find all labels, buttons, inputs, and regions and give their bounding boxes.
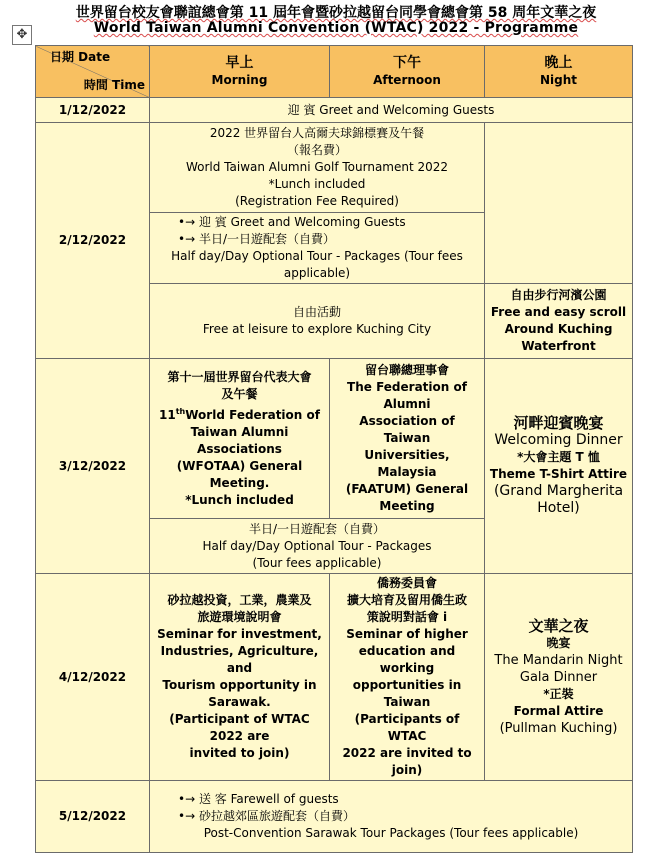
programme-table xyxy=(35,45,633,853)
day2-bullet-tour-zh: •→ 半日/一日遊配套（自費） xyxy=(154,231,480,248)
date-time-header-cell xyxy=(36,46,150,98)
day3-tour-cell xyxy=(150,519,485,574)
day5-event-cell xyxy=(150,781,633,853)
day4-night-cell xyxy=(485,574,633,781)
day3-pm-en5: Meeting xyxy=(379,499,435,513)
day2-night-en2: Around Kuching xyxy=(504,322,613,336)
day4-night-zh2: 晚宴 xyxy=(546,635,571,650)
day3-night-zh: 河畔迎賓晚宴 xyxy=(513,414,604,432)
day4-night-en1: The Mandarin Night xyxy=(494,652,623,668)
day2-golf-lunch: *Lunch included xyxy=(268,177,366,191)
row-day-4 xyxy=(36,574,633,781)
day2-night-cell xyxy=(485,284,633,359)
day4-afternoon-cell xyxy=(330,574,485,781)
row-day-5 xyxy=(36,781,633,853)
day4-night-zh3: *正裝 xyxy=(543,686,574,701)
day2-bullet-greet: •→ 迎 賓 Greet and Welcoming Guests xyxy=(154,214,480,231)
day3-am-zh1: 第十一屆世界留台代表大會 xyxy=(167,369,312,384)
morning-header-zh: 早上 xyxy=(225,54,254,71)
date-cell-day-3: 3/12/2022 xyxy=(36,359,150,574)
table-move-handle-icon[interactable]: ✥ xyxy=(12,25,32,45)
day2-leisure-cell xyxy=(150,284,485,359)
time-header-label: 時間 Time xyxy=(83,78,145,92)
day4-am-en5: (Participant of WTAC 2022 are xyxy=(169,712,310,743)
day4-pm-zh3: 策說明對話會 i xyxy=(366,610,448,624)
afternoon-header-en: Afternoon xyxy=(373,72,441,87)
day4-am-en1: Seminar for investment, xyxy=(157,627,322,641)
day4-pm-en5: 2022 are invited to join) xyxy=(342,746,472,777)
day2-tour-en: Half day/Day Optional Tour - Packages (Tour fees applicable) xyxy=(171,249,463,280)
day4-night-zh1: 文華之夜 xyxy=(528,616,589,635)
day4-am-en4: Sarawak. xyxy=(208,695,271,709)
day3-am-zh2: 及午餐 xyxy=(221,386,258,401)
row-day-2-golf xyxy=(36,123,633,213)
day3-night-en2: Theme T-Shirt Attire xyxy=(489,467,628,481)
date-cell-day-1: 1/12/2022 xyxy=(36,98,150,123)
day3-night-zh2: *大會主題 T 恤 xyxy=(517,450,600,464)
day2-golf-en: World Taiwan Alumni Golf Tournament 2022 xyxy=(185,160,449,174)
day5-tour-en: Post-Convention Sarawak Tour Packages (Tour fees applicable) xyxy=(203,826,579,840)
header-row xyxy=(36,46,633,98)
day3-night-en4: Hotel) xyxy=(537,500,580,516)
day2-golf-fee: (Registration Fee Required) xyxy=(235,194,399,208)
day2-night-en3: Waterfront xyxy=(521,339,596,353)
day1-event-cell: 迎 賓 Greet and Welcoming Guests xyxy=(150,98,633,123)
day3-am-en3: (WFOTAA) General Meeting. xyxy=(176,458,303,490)
day4-morning-cell xyxy=(150,574,330,781)
day2-golf-reg-zh: （報名費） xyxy=(286,143,347,157)
day4-pm-en4: (Participants of WTAC xyxy=(354,712,460,743)
date-cell-day-2: 2/12/2022 xyxy=(36,123,150,359)
day4-am-en3: Tourism opportunity in xyxy=(162,678,317,692)
date-header-label: 日期 Date xyxy=(50,50,111,64)
day3-pm-en4: (FAATUM) General xyxy=(345,482,469,496)
day3-morning-cell xyxy=(150,359,330,519)
day2-golf-zh: 2022 世界留台人高爾夫球錦標賽及午餐 xyxy=(209,126,425,140)
day2-night-empty-cell xyxy=(485,123,633,284)
day4-am-zh2: 旅遊環境說明會 xyxy=(197,610,282,624)
day3-pm-en3: Universities, Malaysia xyxy=(364,448,450,479)
day3-pm-zh: 留台聯總理事會 xyxy=(364,363,449,377)
day4-pm-zh2: 擴大培育及留用僑生政 xyxy=(346,593,467,607)
day2-leisure-zh: 自由活動 xyxy=(292,305,341,319)
date-cell-day-4: 4/12/2022 xyxy=(36,574,150,781)
day2-golf-cell xyxy=(150,123,485,213)
day4-pm-en2: education and working xyxy=(358,644,456,675)
day4-am-zh1: 砂拉越投資，工業，農業及 xyxy=(167,593,312,607)
day4-pm-en3: opportunities in Taiwan xyxy=(352,678,462,709)
day3-pm-en2: Association of Taiwan xyxy=(359,414,455,445)
day4-night-en4: (Pullman Kuching) xyxy=(499,720,618,736)
day4-am-en6: invited to join) xyxy=(189,746,290,760)
day2-welcome-cell xyxy=(150,213,485,284)
day3-tour-en1: Half day/Day Optional Tour - Packages xyxy=(202,538,432,553)
title-english: World Taiwan Alumni Convention (WTAC) 2022 - Programme xyxy=(93,20,579,36)
date-cell-day-5: 5/12/2022 xyxy=(36,781,150,853)
night-header xyxy=(485,46,633,98)
day4-am-en2: Industries, Agriculture, and xyxy=(160,644,319,675)
title-chinese: 世界留台校友會聯誼總會第 11 屆年會暨砂拉越留台同學會總會第 58 周年文華之夜 xyxy=(75,5,597,21)
day3-tour-en2: (Tour fees applicable) xyxy=(252,555,382,570)
night-header-zh: 晚上 xyxy=(544,54,573,71)
day3-night-en3: (Grand Margherita xyxy=(493,483,624,499)
day2-night-en1: Free and easy scroll xyxy=(490,305,627,319)
day3-am-en2: Taiwan Alumni Associations xyxy=(190,424,289,456)
day4-night-en3: Formal Attire xyxy=(513,703,604,718)
day5-bullet-farewell: •→ 送 客 Farewell of guests xyxy=(154,791,628,808)
afternoon-header xyxy=(330,46,485,98)
day2-leisure-en: Free at leisure to explore Kuching City xyxy=(202,322,432,336)
day3-night-en1: Welcoming Dinner xyxy=(494,432,623,448)
day4-pm-en1: Seminar of higher xyxy=(346,627,468,641)
morning-header-en: Morning xyxy=(211,72,268,87)
day4-pm-zh1: 僑務委員會 xyxy=(376,576,437,590)
day3-night-cell xyxy=(485,359,633,574)
row-day-3-meetings xyxy=(36,359,633,519)
row-day-1 xyxy=(36,98,633,123)
morning-header xyxy=(150,46,330,98)
day5-bullet-tour-zh: •→ 砂拉越郊區旅遊配套（自費） xyxy=(154,808,628,825)
day3-pm-en1: The Federation of Alumni xyxy=(347,380,467,411)
afternoon-header-zh: 下午 xyxy=(393,54,421,71)
day3-tour-zh: 半日/一日遊配套（自費） xyxy=(248,521,386,536)
day4-night-en2: Gala Dinner xyxy=(519,669,598,685)
day3-am-en4: *Lunch included xyxy=(185,492,294,507)
day3-afternoon-cell xyxy=(330,359,485,519)
day2-night-zh: 自由步行河濱公園 xyxy=(510,288,607,302)
night-header-en: Night xyxy=(539,72,578,87)
day3-am-en1: 11thWorld Federation of xyxy=(159,406,320,422)
